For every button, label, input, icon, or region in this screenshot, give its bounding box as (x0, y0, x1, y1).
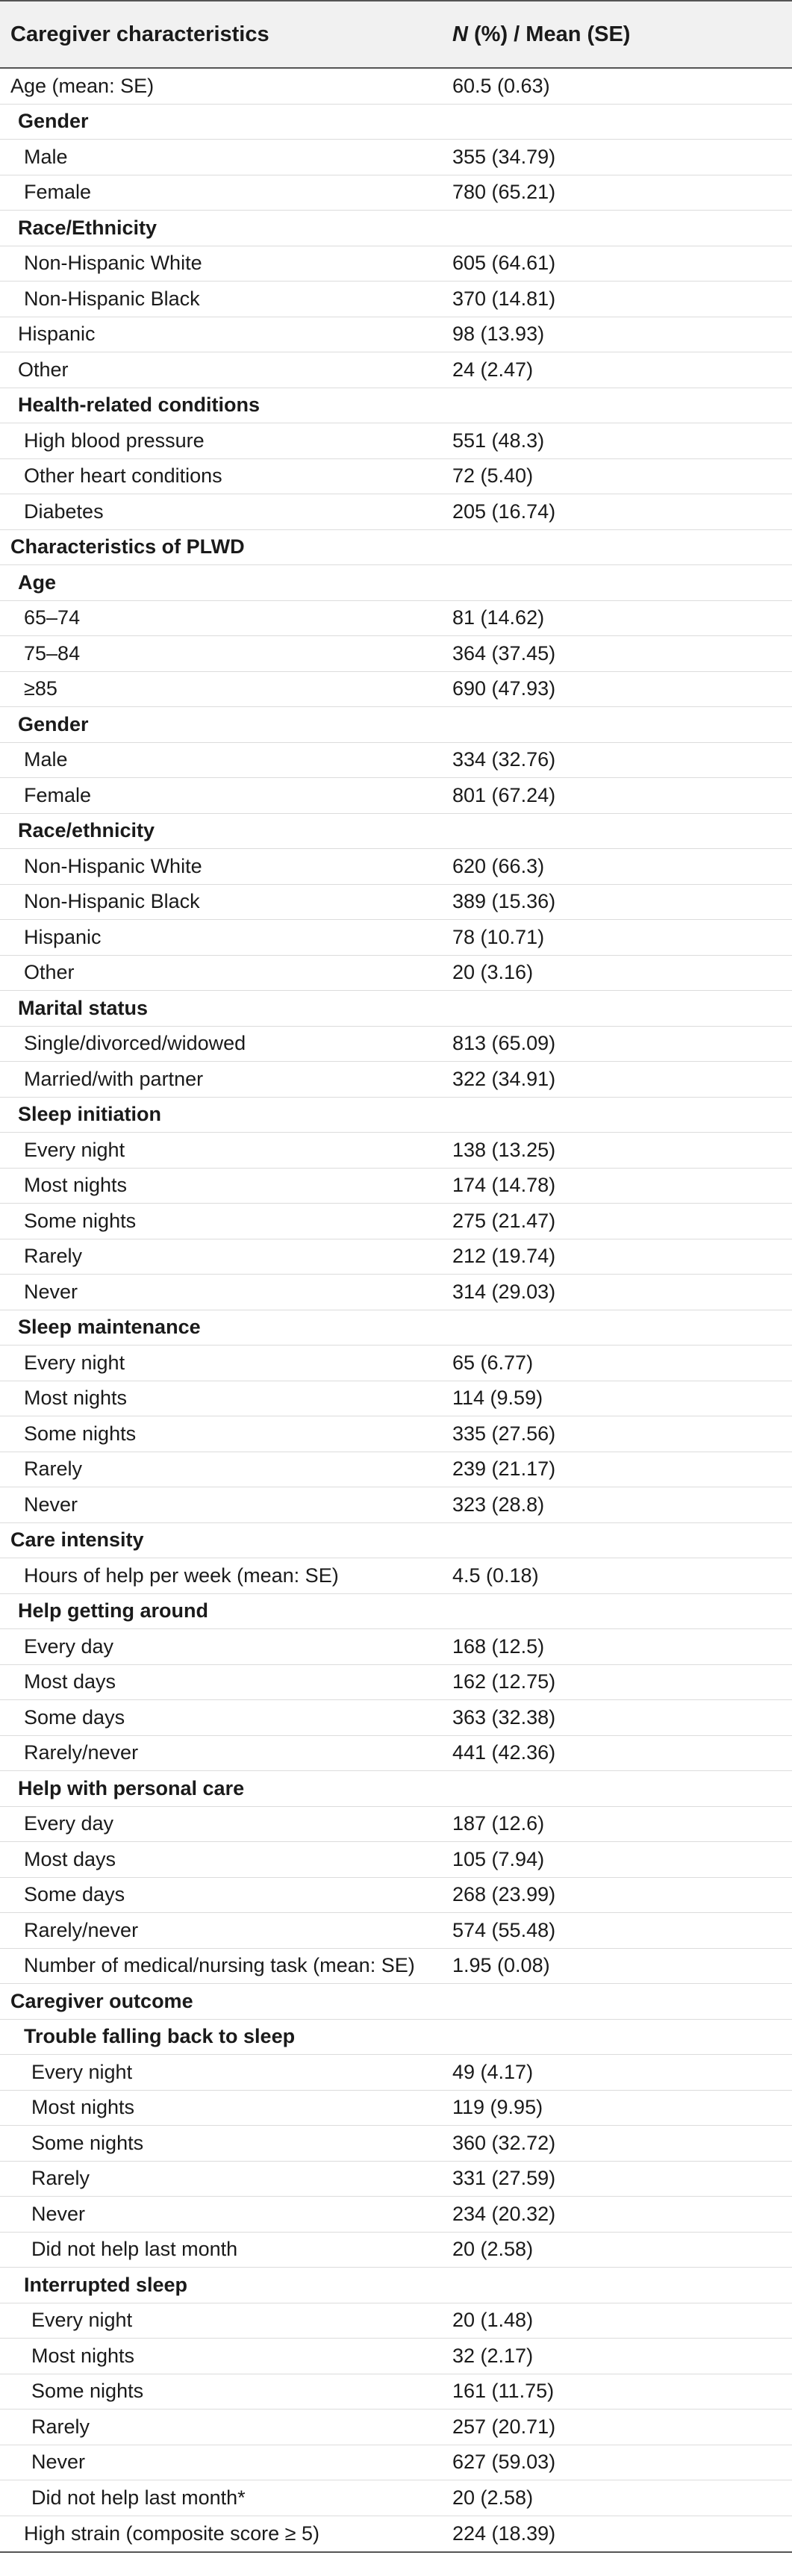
table-row (0, 1169, 792, 1204)
row-value: 32 (2.17) (452, 2344, 534, 2367)
row-label: Did not help last month (31, 2238, 238, 2261)
table-row (0, 2445, 792, 2481)
row-value: 187 (12.6) (452, 1812, 545, 1835)
row-label: Female (24, 181, 92, 204)
row-value: 24 (2.47) (452, 358, 534, 381)
row-label: Rarely (31, 2415, 90, 2438)
table-row (0, 140, 792, 175)
row-value: 105 (7.94) (452, 1847, 545, 1870)
row-label: Female (24, 783, 92, 806)
table-row (0, 849, 792, 885)
row-value: 20 (2.58) (452, 2486, 534, 2509)
section-heading-row (0, 530, 792, 566)
row-label: Did not help last month* (31, 2486, 246, 2509)
row-value: 363 (32.38) (452, 1705, 556, 1729)
table-row (0, 636, 792, 672)
row-label: Diabetes (24, 500, 104, 523)
row-label: Rarely/never (24, 1918, 139, 1941)
table-header (0, 0, 792, 69)
header-n-rest: (%) / Mean (SE) (467, 22, 631, 46)
section-heading-row (0, 1098, 792, 1133)
row-label: Some nights (24, 1422, 137, 1445)
row-value: 168 (12.5) (452, 1634, 545, 1658)
row-value: 49 (4.17) (452, 2060, 534, 2083)
row-label: High strain (composite score ≥ 5) (24, 2521, 319, 2545)
row-value: 81 (14.62) (452, 606, 545, 629)
section-heading-row (0, 2020, 792, 2056)
table-row (0, 956, 792, 992)
row-value: 690 (47.93) (452, 677, 556, 700)
table-row (0, 1736, 792, 1772)
row-label: Other heart conditions (24, 464, 222, 488)
row-label: Non-Hispanic Black (24, 287, 200, 310)
row-value: 389 (15.36) (452, 890, 556, 913)
table-row (0, 459, 792, 495)
table-row (0, 2055, 792, 2091)
table-row (0, 175, 792, 211)
table-row (0, 1345, 792, 1381)
table-row (0, 2197, 792, 2233)
table-row (0, 1275, 792, 1310)
table-row (0, 1665, 792, 1701)
row-value: 174 (14.78) (452, 1174, 556, 1197)
row-label: Male (24, 748, 68, 771)
row-value: 20 (1.48) (452, 2309, 534, 2332)
row-value: 60.5 (0.63) (452, 74, 550, 97)
table-row (0, 743, 792, 779)
row-label: Characteristics of PLWD (10, 535, 245, 559)
header-characteristics: Caregiver characteristics (10, 22, 269, 46)
row-label: Marital status (18, 996, 149, 1019)
row-value: 4.5 (0.18) (452, 1564, 539, 1587)
table-row (0, 1949, 792, 1985)
row-label: Most nights (31, 2344, 135, 2367)
row-label: Every night (24, 1351, 125, 1374)
section-heading-row (0, 814, 792, 850)
row-label: Most nights (31, 2096, 135, 2119)
table-body (0, 69, 792, 2553)
table-row (0, 2516, 792, 2552)
table-row (0, 69, 792, 105)
row-label: Single/divorced/widowed (24, 1032, 246, 1055)
section-heading-row (0, 1594, 792, 1630)
table-row (0, 1807, 792, 1843)
section-heading-row (0, 388, 792, 424)
row-value: 551 (48.3) (452, 429, 545, 452)
table-row (0, 1062, 792, 1098)
row-label: Non-Hispanic Black (24, 890, 200, 913)
row-label: Care intensity (10, 1528, 144, 1552)
section-heading-row (0, 565, 792, 601)
row-label: Hispanic (18, 323, 96, 346)
row-label: Trouble falling back to sleep (24, 2025, 296, 2048)
row-label: Age (18, 570, 57, 594)
row-value: 20 (2.58) (452, 2238, 534, 2261)
table-row (0, 2233, 792, 2268)
row-value: 801 (67.24) (452, 783, 556, 806)
table-row (0, 2374, 792, 2410)
row-label: 75–84 (24, 641, 81, 665)
row-value: 331 (27.59) (452, 2167, 556, 2190)
row-value: 114 (9.59) (452, 1387, 543, 1410)
row-value: 1.95 (0.08) (452, 1954, 550, 1977)
row-value: 98 (13.93) (452, 323, 545, 346)
section-heading-row (0, 1984, 792, 2020)
row-value: 355 (34.79) (452, 145, 556, 168)
row-label: Some days (24, 1705, 125, 1729)
row-label: Most nights (24, 1387, 128, 1410)
row-value: 161 (11.75) (452, 2380, 555, 2403)
row-value: 335 (27.56) (452, 1422, 556, 1445)
table-row (0, 2162, 792, 2197)
row-value: 20 (3.16) (452, 961, 534, 984)
row-label: Race/Ethnicity (18, 216, 158, 239)
table-row (0, 1878, 792, 1914)
row-label: Rarely/never (24, 1741, 139, 1764)
row-value: 364 (37.45) (452, 641, 556, 665)
row-value: 72 (5.40) (452, 464, 534, 488)
table-row (0, 1239, 792, 1275)
row-value: 627 (59.03) (452, 2451, 556, 2474)
row-value: 65 (6.77) (452, 1351, 534, 1374)
row-value: 234 (20.32) (452, 2202, 556, 2225)
row-value: 334 (32.76) (452, 748, 556, 771)
row-label: ≥85 (24, 677, 57, 700)
table-row (0, 423, 792, 459)
table-row (0, 1027, 792, 1063)
row-label: Non-Hispanic White (24, 252, 202, 275)
row-label: Some days (24, 1883, 125, 1906)
table-row (0, 1913, 792, 1949)
table-row (0, 920, 792, 956)
table-row (0, 1416, 792, 1452)
row-value: 605 (64.61) (452, 252, 556, 275)
row-label: Most days (24, 1847, 116, 1870)
table-row (0, 601, 792, 637)
row-label: Sleep maintenance (18, 1316, 201, 1339)
row-label: Every day (24, 1812, 114, 1835)
row-value: 360 (32.72) (452, 2131, 556, 2154)
row-label: Every day (24, 1634, 114, 1658)
table-row (0, 494, 792, 530)
table-row (0, 2091, 792, 2127)
row-value: 574 (55.48) (452, 1918, 556, 1941)
row-value: 239 (21.17) (452, 1457, 556, 1481)
row-label: Hispanic (24, 925, 102, 948)
table-row (0, 1629, 792, 1665)
row-label: Sleep initiation (18, 1103, 162, 1126)
table-row (0, 1381, 792, 1417)
section-heading-row (0, 1771, 792, 1807)
row-label: Never (24, 1280, 78, 1303)
header-n-italic: N (452, 22, 468, 46)
table-row (0, 672, 792, 708)
table-row (0, 2126, 792, 2162)
row-label: Male (24, 145, 68, 168)
row-value: 441 (42.36) (452, 1741, 556, 1764)
row-label: Race/ethnicity (18, 819, 155, 842)
row-label: Help with personal care (18, 1776, 245, 1799)
table-row (0, 1842, 792, 1878)
row-label: Some nights (31, 2380, 144, 2403)
row-value: 275 (21.47) (452, 1209, 556, 1232)
row-label: Rarely (31, 2167, 90, 2190)
table-row (0, 2339, 792, 2374)
row-value: 162 (12.75) (452, 1670, 556, 1693)
table-row (0, 2303, 792, 2339)
row-label: Caregiver outcome (10, 1989, 193, 2012)
row-value: 780 (65.21) (452, 181, 556, 204)
row-label: Non-Hispanic White (24, 854, 202, 877)
row-label: Number of medical/nursing task (mean: SE) (24, 1954, 415, 1977)
row-value: 323 (28.8) (452, 1493, 545, 1516)
row-value: 78 (10.71) (452, 925, 545, 948)
section-heading-row (0, 105, 792, 140)
row-label: Most nights (24, 1174, 128, 1197)
row-label: Every night (31, 2309, 133, 2332)
row-value: 224 (18.39) (452, 2521, 556, 2545)
row-label: Other (24, 961, 75, 984)
row-label: Other (18, 358, 69, 381)
row-label: High blood pressure (24, 429, 205, 452)
row-label: Never (24, 1493, 78, 1516)
row-label: Rarely (24, 1245, 83, 1268)
row-label: Every night (24, 1138, 125, 1161)
row-label: Gender (18, 110, 89, 133)
table-row (0, 1133, 792, 1169)
table-row (0, 2480, 792, 2516)
row-label: Every night (31, 2060, 133, 2083)
section-heading-row (0, 707, 792, 743)
row-value: 119 (9.95) (452, 2096, 543, 2119)
row-value: 620 (66.3) (452, 854, 545, 877)
table-row (0, 1700, 792, 1736)
table-row (0, 1204, 792, 1239)
row-value: 212 (19.74) (452, 1245, 556, 1268)
section-heading-row (0, 211, 792, 246)
table-row (0, 281, 792, 317)
row-label: Some nights (31, 2131, 144, 2154)
table-row (0, 317, 792, 353)
row-value: 205 (16.74) (452, 500, 556, 523)
row-value: 314 (29.03) (452, 1280, 556, 1303)
row-label: Never (31, 2451, 86, 2474)
row-label: Help getting around (18, 1599, 208, 1623)
section-heading-row (0, 991, 792, 1027)
table-row (0, 778, 792, 814)
row-value: 138 (13.25) (452, 1138, 556, 1161)
row-value: 322 (34.91) (452, 1067, 556, 1090)
row-label: Never (31, 2202, 86, 2225)
row-label: Gender (18, 712, 89, 735)
row-label: Age (mean: SE) (10, 74, 155, 97)
section-heading-row (0, 1523, 792, 1559)
row-label: Rarely (24, 1457, 83, 1481)
row-label: Married/with partner (24, 1067, 204, 1090)
row-value: 813 (65.09) (452, 1032, 556, 1055)
header-n-mean (452, 22, 792, 47)
row-label: Health-related conditions (18, 393, 261, 417)
row-label: Hours of help per week (mean: SE) (24, 1564, 339, 1587)
table-row (0, 1558, 792, 1594)
row-value: 370 (14.81) (452, 287, 556, 310)
table-row (0, 352, 792, 388)
table-row (0, 1487, 792, 1523)
section-heading-row (0, 1310, 792, 1346)
section-heading-row (0, 2268, 792, 2303)
row-label: Some nights (24, 1209, 137, 1232)
row-value: 268 (23.99) (452, 1883, 556, 1906)
table-row (0, 1452, 792, 1488)
table-row (0, 885, 792, 921)
row-value: 257 (20.71) (452, 2415, 556, 2438)
table-row (0, 246, 792, 282)
row-label: 65–74 (24, 606, 81, 629)
table-row (0, 2409, 792, 2445)
row-label: Most days (24, 1670, 116, 1693)
row-label: Interrupted sleep (24, 2273, 188, 2296)
